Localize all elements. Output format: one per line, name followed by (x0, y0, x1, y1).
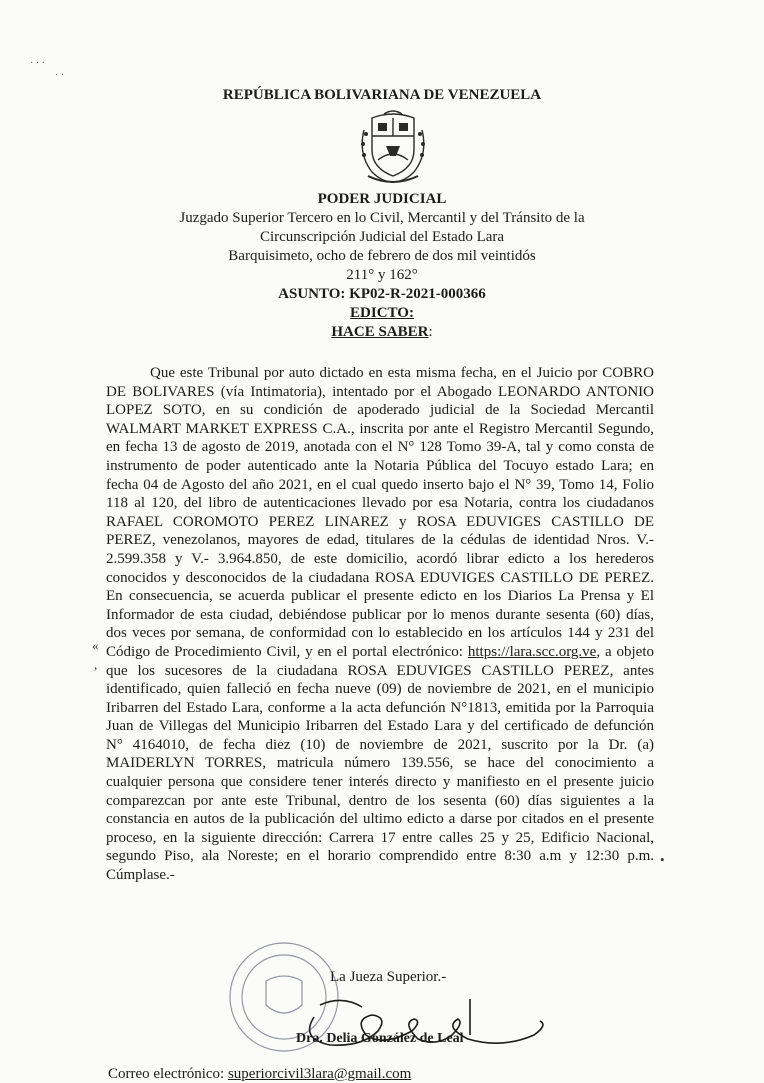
judicial-power-heading: PODER JUDICIAL (317, 191, 447, 207)
coat-of-arms-icon (358, 110, 428, 186)
body-text-part-1: Que este Tribunal por auto dictado en esta misma fecha, en el Juicio por COBRO DE BOLIVARES (vía Intimatoria), intentado por el Abogado LEONARDO ANTONIO LOPEZ SOTO, en su condición de apoderado judicial de la Sociedad Mercantil WALMART MARKET EXPRESS C.A., inscrita por ante el Registro Mercantil Segundo, en fecha 13 de agosto de 2019, anotada con el N° 128 Tomo 39-A, tal y como consta de instrumento de poder autenticado ante la Notaria Pública del Tocuyo estado Lara; en fecha 04 de Agosto del año 2021, en el cual quedo inserto bajo el N° 39, Tomo 14, Folio 118 al 120, del libro de autenticaciones llevado por esa Notaria, contra los ciudadanos RAFAEL COROMOTO PEREZ LINAREZ y ROSA EDUVIGES CASTILLO DE PEREZ, venezolanos, mayores de edad, titulares de la cédulas de identidad Nros. V.- 2.599.358 y V.- 3.964.850, de este domicilio, acordó librar edicto a los herederos conocidos y desconocidos de la ciudadana ROSA EDUVIGES CASTILLO DE PEREZ. En consecuencia, se acuerda publicar el presente edicto en los Diarios La Prensa y El Informador de esta ciudad, debiéndose publicar por lo menos durante sesenta (60) días, dos veces por semana, de conformidad con lo establecido en los artículos 144 y 231 del Código de Procedimiento Civil, y en el portal electrónico: (106, 365, 654, 660)
court-name-line-1: Juzgado Superior Tercero en lo Civil, Mercantil y del Tránsito de la (179, 210, 585, 226)
edict-paragraph (106, 364, 654, 885)
margin-mark: • (660, 852, 665, 867)
margin-mark: , (94, 657, 98, 672)
republic-heading: REPÚBLICA BOLIVARIANA DE VENEZUELA (222, 87, 542, 103)
judge-title: La Jueza Superior.- (330, 969, 447, 985)
footer-email (108, 1066, 411, 1083)
email-address-link[interactable]: superiorcivil3lara@gmail.com (227, 1066, 412, 1082)
place-date: Barquisimeto, ocho de febrero de dos mil veintidós (228, 248, 536, 264)
edict-title-text: EDICTO: (350, 305, 414, 321)
years-line: 211° y 162° (346, 267, 418, 283)
edict-title (0, 304, 764, 323)
hace-saber-heading (0, 323, 764, 342)
portal-link[interactable]: https://lara.scc.org.ve (467, 643, 597, 660)
court-name-line-2: Circunscripción Judicial del Estado Lara (259, 229, 505, 245)
edict-body (106, 364, 654, 885)
case-subject: ASUNTO: KP02-R-2021-000366 (278, 286, 486, 302)
scan-speck: · · · (30, 58, 45, 69)
judge-name: Dra. Delia González de Leal (296, 1031, 464, 1046)
hace-saber-text: HACE SABER (331, 324, 429, 340)
body-text-part-2: , a objeto que los sucesores de la ciudadana ROSA EDUVIGES CASTILLO PEREZ, antes identificado, quien falleció en fecha nueve (09) de noviembre de 2021, en el municipio Iribarren del Estado Lara, conforme a la acta defunción N°1813, emitida por la Parroquia Juan de Villegas del Municipio Iribarren del Estado Lara y del certificado de defunción N° 4164010, de fecha diez (10) de noviembre de 2021, suscrito por la Dr. (a) MAIDERLYN TORRES, matricula número 139.556, se hace del conocimiento a cualquier persona que considere tener interés directo y manifiesto en el presente juicio comparezcan por ante este Tribunal, dentro de los sesenta (60) días siguientes a la constancia en autos de la publicación del ultimo edicto a darse por citados en el presente proceso, en la siguiente dirección: Carrera 17 entre calles 25 y 25, Edificio Nacional, segundo Piso, ala Noreste; en el horario comprendido entre 8:30 a.m y 12:30 p.m. Cúmplase.- (106, 643, 655, 884)
email-label: Correo electrónico: (108, 1066, 225, 1082)
scan-speck: · · (55, 70, 65, 81)
hace-saber-colon: : (428, 324, 433, 340)
margin-mark: « (92, 638, 99, 653)
